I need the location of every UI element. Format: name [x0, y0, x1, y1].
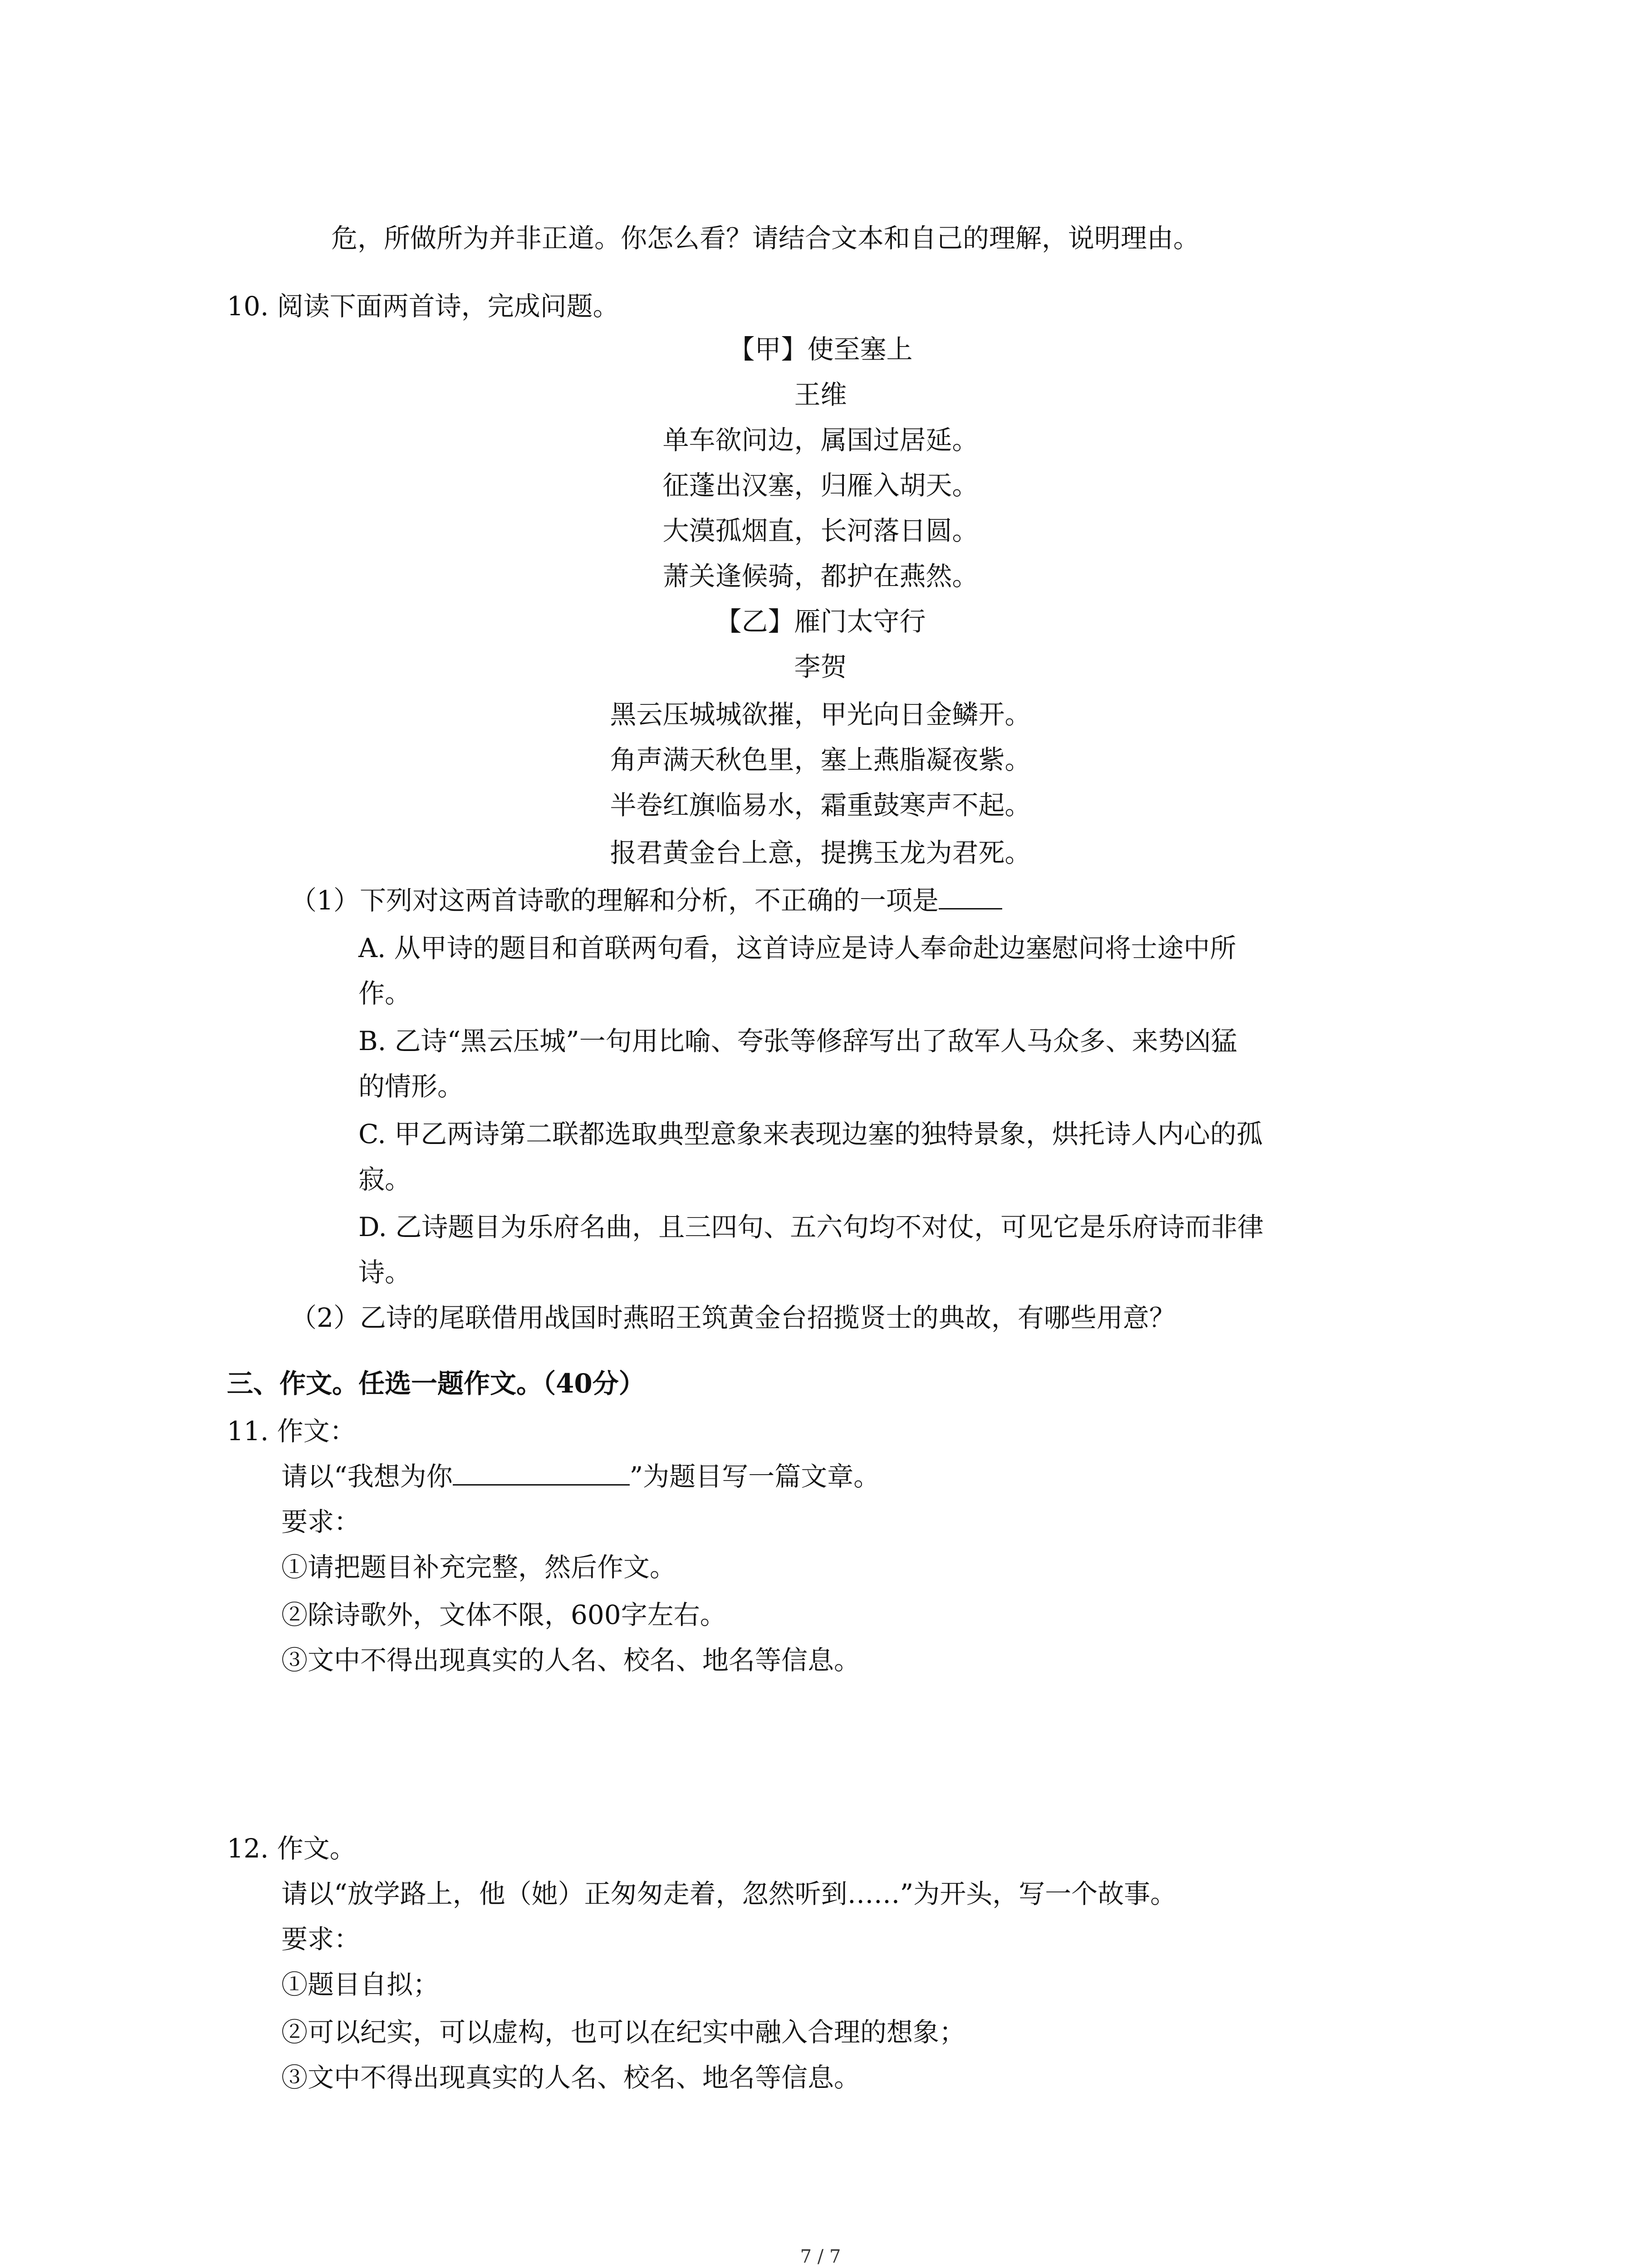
q11-heading: 11. 作文： — [227, 1416, 356, 1447]
q11-prompt — [281, 1458, 880, 1495]
page-number: 7 / 7 — [800, 2246, 841, 2267]
option-a-line2: 作。 — [358, 978, 411, 1009]
poem2-author: 李贺 — [794, 651, 847, 682]
subquestion-1 — [290, 882, 1002, 919]
poem1-line: 大漠孤烟直，长河落日圆。 — [662, 515, 979, 546]
title-blank[interactable] — [453, 1461, 630, 1486]
q11-prompt-start: 请以“我想为你 — [281, 1461, 453, 1492]
option-d-line2: 诗。 — [358, 1257, 411, 1288]
poem2-line: 报君黄金台上意，提携玉龙为君死。 — [610, 837, 1031, 868]
q12-requirement: ①题目自拟； — [281, 1969, 440, 2000]
poem1-line: 萧关逢候骑，都护在燕然。 — [662, 561, 979, 591]
poem1-author: 王维 — [794, 379, 847, 410]
q12-requirement: ②可以纪实，可以虚构，也可以在纪实中融入合理的想象； — [281, 2017, 966, 2048]
subquestion-1-text: （1）下列对这两首诗歌的理解和分析，不正确的一项是 — [290, 885, 939, 916]
poem2-line: 半卷红旗临易水，霜重鼓寒声不起。 — [610, 790, 1031, 821]
q12-requirement: ③文中不得出现真实的人名、校名、地名等信息。 — [281, 2062, 861, 2093]
q12-prompt: 请以“放学路上，他（她）正匆匆走着，忽然听到……”为开头，写一个故事。 — [281, 1878, 1177, 1909]
poem1-line: 单车欲问边，属国过居延。 — [662, 425, 979, 455]
poem2-title: 【乙】雁门太守行 — [715, 606, 926, 637]
option-b-line2: 的情形。 — [358, 1071, 464, 1102]
q11-requirement: ②除诗歌外，文体不限，600字左右。 — [281, 1599, 726, 1630]
option-a-line1: A. 从甲诗的题目和首联两句看，这首诗应是诗人奉命赴边塞慰问将士途中所 — [358, 933, 1236, 963]
poem2-line: 角声满天秋色里，塞上燕脂凝夜紫。 — [610, 744, 1031, 775]
section-heading: 三、作文。任选一题作文。（40分） — [227, 1368, 645, 1399]
q10-intro: 10. 阅读下面两首诗，完成问题。 — [227, 291, 619, 322]
q9-continuation: 危，所做所为并非正道。你怎么看？请结合文本和自己的理解，说明理由。 — [331, 223, 1200, 254]
q11-requirements-label: 要求： — [281, 1506, 361, 1537]
q11-prompt-end: ”为题目写一篇文章。 — [629, 1461, 880, 1492]
q12-requirements-label: 要求： — [281, 1924, 361, 1955]
option-c-line2: 寂。 — [358, 1164, 411, 1195]
poem1-line: 征蓬出汉塞，归雁入胡天。 — [662, 470, 979, 501]
poem1-title: 【甲】使至塞上 — [728, 334, 913, 365]
option-d-line1: D. 乙诗题目为乐府名曲，且三四句、五六句均不对仗，可见它是乐府诗而非律 — [358, 1212, 1264, 1242]
q12-heading: 12. 作文。 — [227, 1833, 356, 1864]
q11-requirement: ③文中不得出现真实的人名、校名、地名等信息。 — [281, 1645, 861, 1676]
subquestion-2: （2）乙诗的尾联借用战国时燕昭王筑黄金台招揽贤士的典故，有哪些用意？ — [290, 1302, 1176, 1333]
q11-requirement: ①请把题目补充完整，然后作文。 — [281, 1552, 676, 1583]
option-c-line1: C. 甲乙两诗第二联都选取典型意象来表现边塞的独特景象，烘托诗人内心的孤 — [358, 1119, 1263, 1149]
answer-blank[interactable] — [939, 885, 1002, 909]
option-b-line1: B. 乙诗“黑云压城”一句用比喻、夸张等修辞写出了敌军人马众多、来势凶猛 — [358, 1026, 1237, 1056]
poem2-line: 黑云压城城欲摧，甲光向日金鳞开。 — [610, 699, 1031, 730]
